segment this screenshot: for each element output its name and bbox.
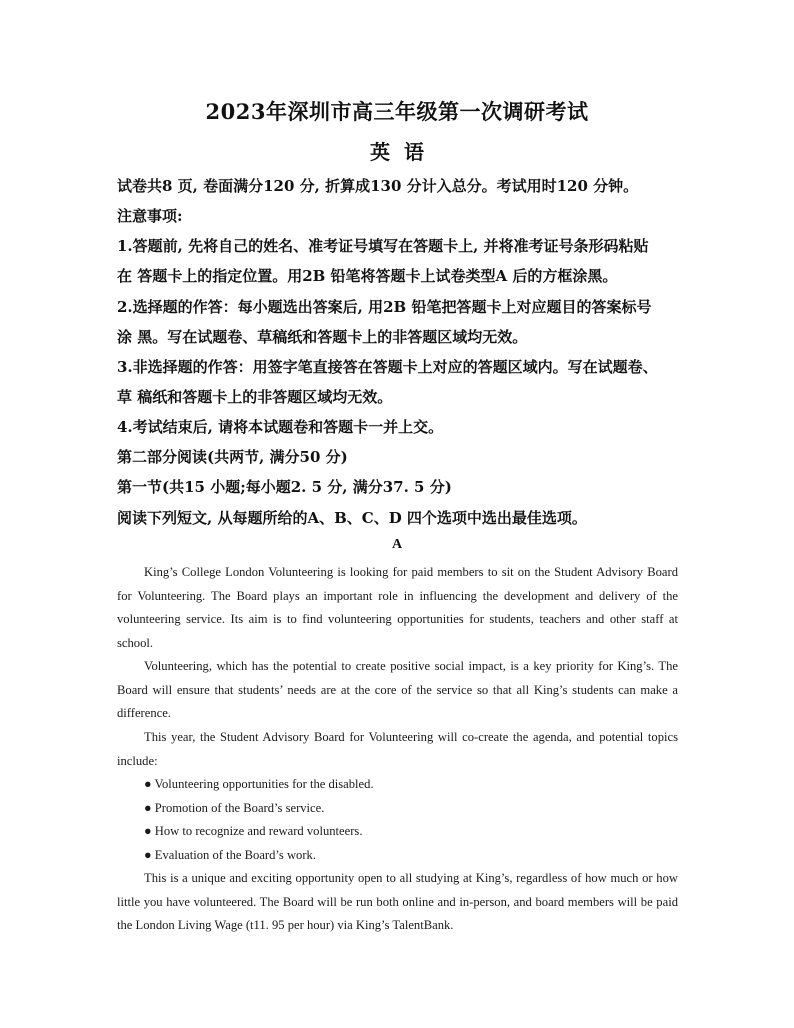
- bullet-item: ● How to recognize and reward volunteers.: [144, 824, 363, 838]
- notice-heading: 注意事项:: [117, 207, 183, 225]
- bullet-item: ● Volunteering opportunities for the disabled.: [144, 777, 374, 791]
- subject-heading: 英语: [370, 140, 438, 164]
- notice-item-1-line-2: 在 答题卡上的指定位置。用2B 铅笔将答题卡上试卷类型A 后的方框涂黑。: [117, 267, 618, 285]
- notice-item-4: 4.考试结束后, 请将本试题卷和答题卡一并上交。: [117, 418, 444, 436]
- notice-item-3-line-1: 3.非选择题的作答：用签字笔直接答在答题卡上对应的答题区域内。写在试题卷、: [117, 358, 658, 376]
- notice-item-2-line-2: 涂 黑。写在试题卷、草稿纸和答题卡上的非答题区域均无效。: [117, 328, 528, 346]
- notice-item-1-line-1: 1.答题前, 先将自己的姓名、准考证号填写在答题卡上, 并将准考证号条形码粘贴: [117, 237, 649, 255]
- passage-paragraph-4: [117, 867, 678, 938]
- passage-paragraph-1: [117, 561, 678, 655]
- paragraph-text: This year, the Student Advisory Board for Volunteering will co-create the agenda, and potential topics include:: [117, 730, 678, 768]
- bullet-item: ● Evaluation of the Board’s work.: [144, 848, 316, 862]
- subsection-heading: 第一节(共15 小题;每小题2. 5 分, 满分37. 5 分): [117, 478, 452, 496]
- notice-item-3-line-2: 草 稿纸和答题卡上的非答题区域均无效。: [117, 388, 393, 406]
- passage-label: A: [391, 537, 403, 552]
- paragraph-text: Volunteering, which has the potential to create positive social impact, is a key priority for King’s. The Board will ensure that students’ needs are at the core of the service so that all King’s students can make a difference.: [117, 659, 678, 720]
- notice-item-2-line-1: 2.选择题的作答：每小题选出答案后, 用2B 铅笔把答题卡上对应题目的答案标号: [117, 298, 652, 316]
- exam-title: 2023年深圳市高三年级第一次调研考试: [205, 99, 589, 124]
- bullet-item: ● Promotion of the Board’s service.: [144, 801, 325, 815]
- exam-summary: 试卷共8 页, 卷面满分120 分, 折算成130 分计入总分。考试用时120 分钟。: [117, 177, 639, 195]
- passage-paragraph-3: [117, 726, 678, 773]
- part-heading: 第二部分阅读(共两节, 满分50 分): [117, 448, 348, 466]
- directions: 阅读下列短文, 从每题所给的A、B、C、D 四个选项中选出最佳选项。: [117, 509, 587, 527]
- paragraph-text: King’s College London Volunteering is looking for paid members to sit on the Student Advisory Board for Volunteering. The Board plays an important role in influencing the development and delivery of the volunteering service. Its aim is to find volunteering opportunities for students, teachers and other staff at school.: [117, 565, 678, 650]
- passage-paragraph-2: [117, 655, 678, 726]
- paragraph-text: This is a unique and exciting opportunity open to all studying at King’s, regardless of how much or how little you have volunteered. The Board will be run both online and in-person, and board members will be paid the London Living Wage (t11. 95 per hour) via King’s TalentBank.: [117, 871, 678, 932]
